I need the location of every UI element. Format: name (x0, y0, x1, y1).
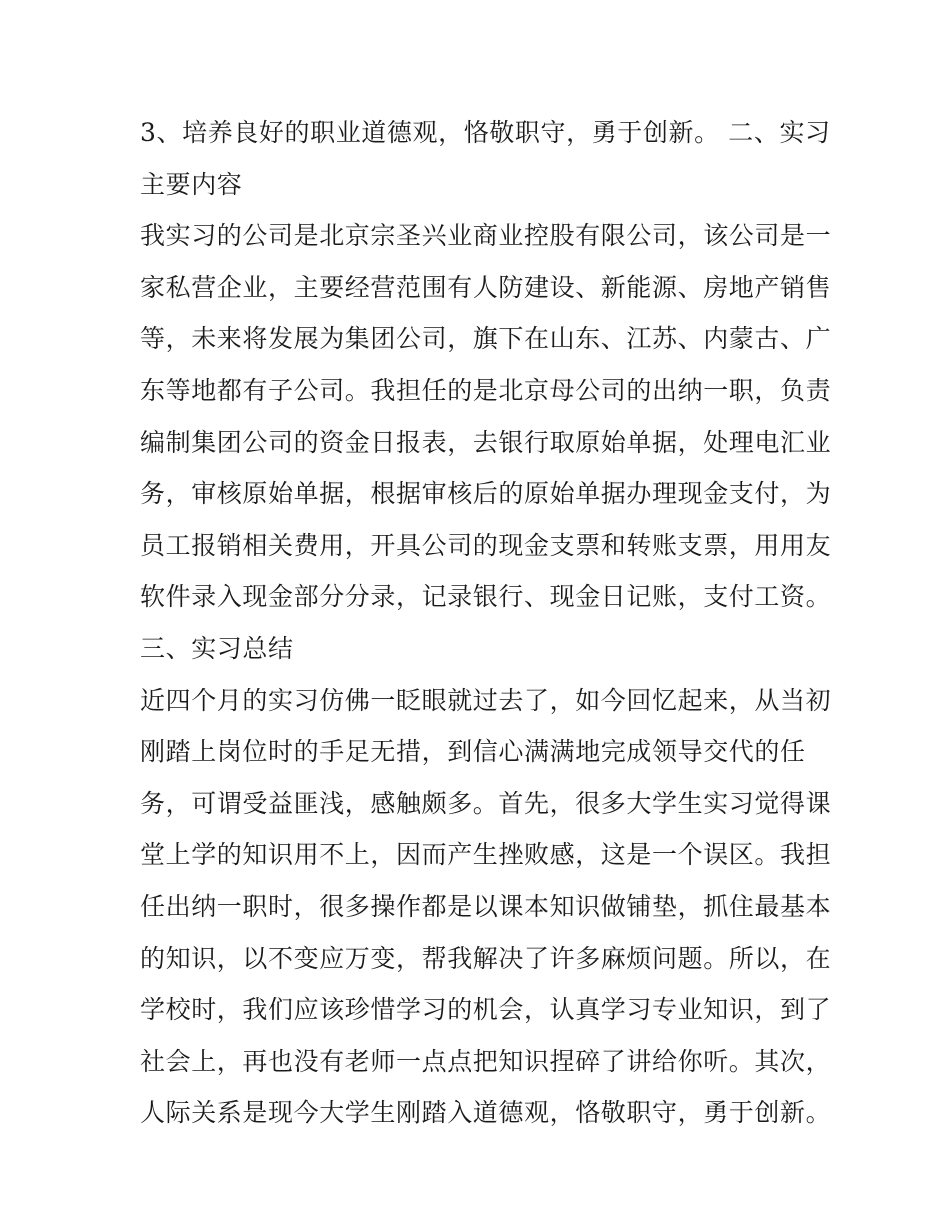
text-line-18: 学校时，我们应该珍惜学习的机会，认真学习专业知识，到了 (140, 995, 832, 1025)
text-line-8: 务，审核原始单据，根据审核后的原始单据办理现金支付，为 (140, 479, 832, 509)
text-line-20: 人际关系是现今大学生刚踏入道德观，恪敬职守，勇于创新。 (140, 1098, 832, 1128)
text-line-17: 的知识，以不变应万变，帮我解决了许多麻烦问题。所以，在 (140, 943, 832, 973)
text-line-19: 社会上，再也没有老师一点点把知识捏碎了讲给你听。其次， (140, 1046, 832, 1076)
text-line-12: 近四个月的实习仿佛一眨眼就过去了，如今回忆起来，从当初 (140, 685, 832, 715)
document-body (140, 107, 832, 1139)
text-line-9: 员工报销相关费用，开具公司的现金支票和转账支票，用用友 (140, 530, 832, 560)
text-line-14: 务，可谓受益匪浅，感触颇多。首先，很多大学生实习觉得课 (140, 788, 832, 818)
text-line-1: 3、培养良好的职业道德观，恪敬职守，勇于创新。 二、实习 (140, 118, 831, 147)
text-line-11: 三、实习总结 (140, 633, 294, 663)
text-line-5: 等，未来将发展为集团公司，旗下在山东、江苏、内蒙古、广 (140, 324, 832, 354)
text-line-13: 刚踏上岗位时的手足无措，到信心满满地完成领导交代的任 (140, 737, 806, 767)
text-line-6: 东等地都有子公司。我担任的是北京母公司的出纳一职，负责 (140, 375, 832, 405)
text-line-16: 任出纳一职时，很多操作都是以课本知识做铺垫，抓住最基本 (140, 891, 832, 921)
text-line-15: 堂上学的知识用不上，因而产生挫败感，这是一个误区。我担 (140, 840, 832, 870)
text-line-7: 编制集团公司的资金日报表，去银行取原始单据，处理电汇业 (140, 427, 832, 457)
text-line-2: 主要内容 (140, 169, 243, 199)
text-line-4: 家私营企业，主要经营范围有人防建设、新能源、房地产销售 (140, 272, 832, 302)
text-line-3: 我实习的公司是北京宗圣兴业商业控股有限公司，该公司是一 (140, 221, 832, 251)
text-line-10: 软件录入现金部分分录，记录银行、现金日记账，支付工资。 (140, 582, 832, 612)
